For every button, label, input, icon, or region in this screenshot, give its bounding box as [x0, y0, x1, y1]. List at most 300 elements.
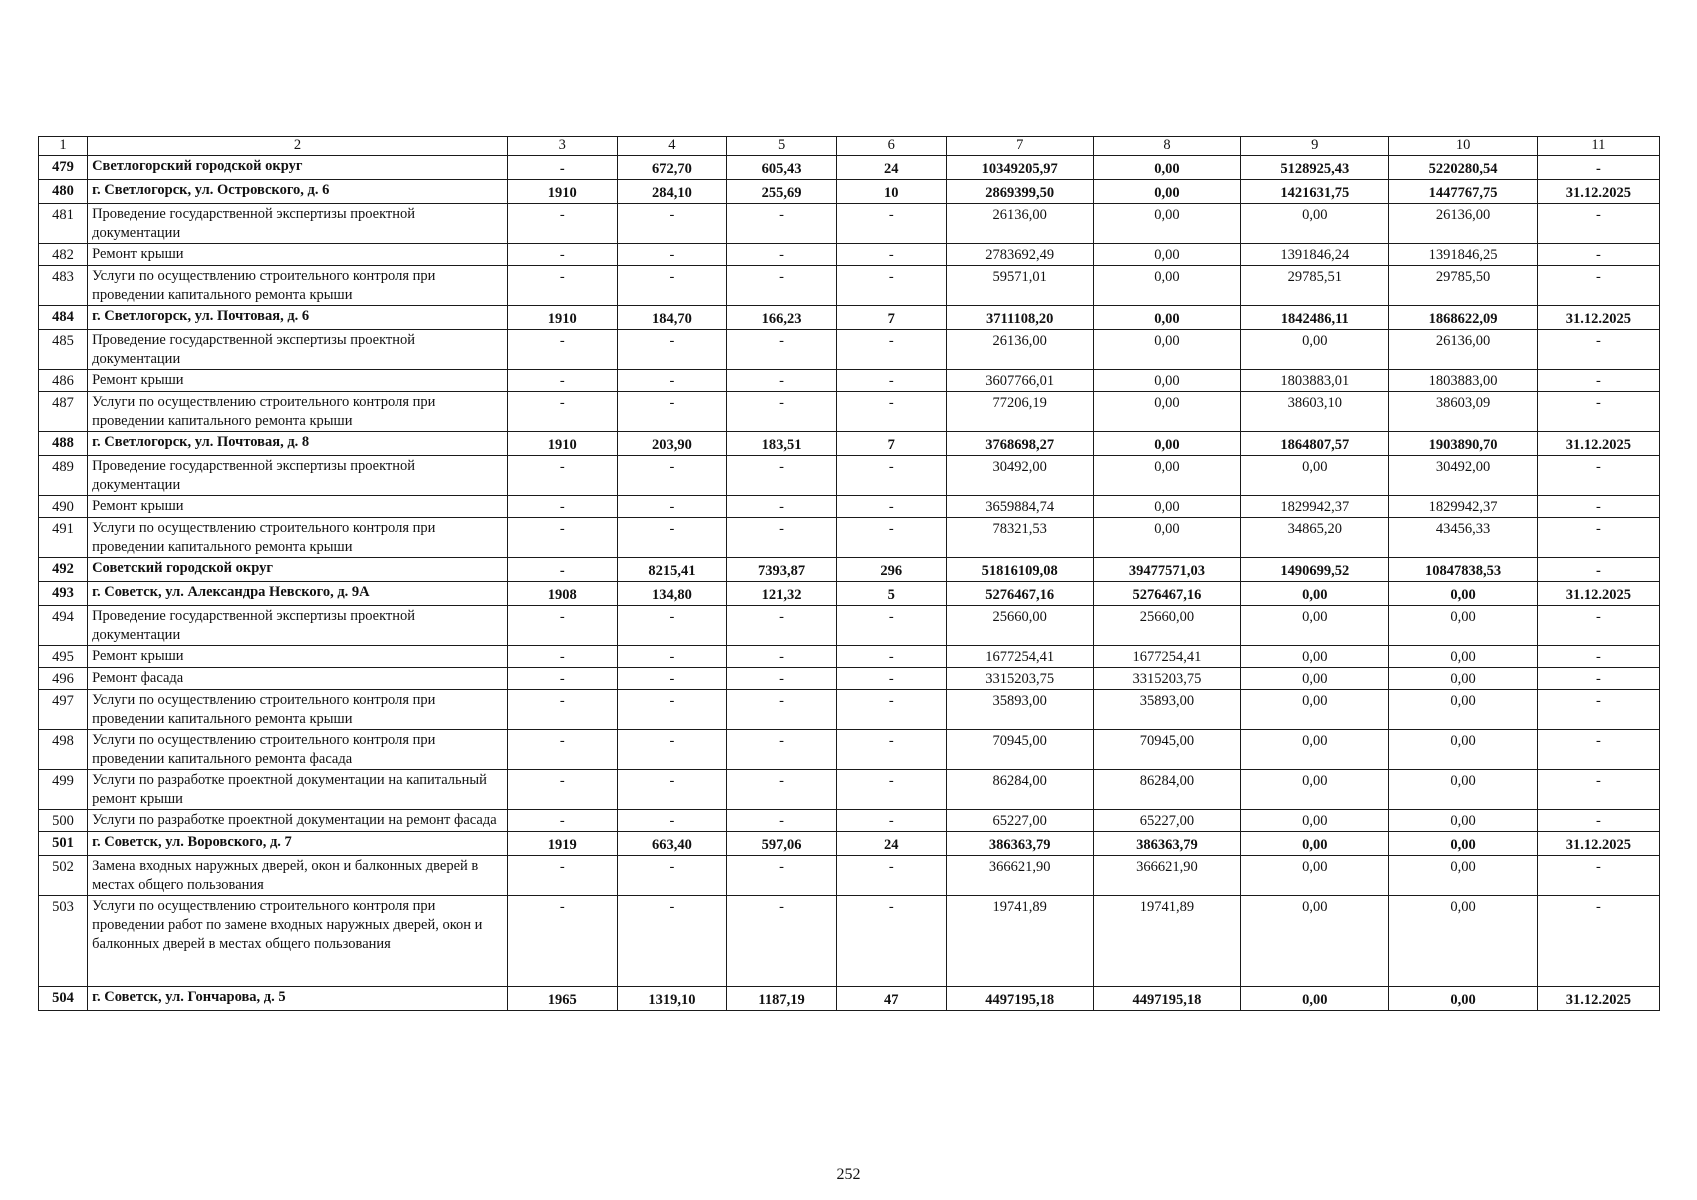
value-cell: 0,00	[1389, 770, 1537, 810]
value-cell: 34865,20	[1241, 518, 1389, 558]
value-cell: -	[727, 896, 837, 987]
value-cell: 31.12.2025	[1537, 832, 1659, 856]
value-cell: -	[507, 856, 617, 896]
value-cell: 7	[836, 306, 946, 330]
value-cell: 1829942,37	[1241, 496, 1389, 518]
value-cell: 4497195,18	[1093, 987, 1240, 1011]
value-cell: -	[836, 770, 946, 810]
value-cell: -	[1537, 810, 1659, 832]
row-number-cell: 495	[39, 646, 88, 668]
value-cell: 0,00	[1093, 456, 1240, 496]
description-cell: г. Советск, ул. Александра Невского, д. 9А	[88, 582, 508, 606]
value-cell: -	[836, 856, 946, 896]
value-cell: -	[836, 668, 946, 690]
value-cell: -	[507, 606, 617, 646]
value-cell: 386363,79	[1093, 832, 1240, 856]
column-number-cell: 7	[946, 137, 1093, 156]
description-cell: Проведение государственной экспертизы проектной документации	[88, 330, 508, 370]
table-row	[39, 832, 1660, 856]
value-cell: -	[617, 668, 727, 690]
description-cell: Светлогорский городской округ	[88, 156, 508, 180]
value-cell: 8215,41	[617, 558, 727, 582]
row-number-cell: 483	[39, 266, 88, 306]
description-cell: г. Советск, ул. Гончарова, д. 5	[88, 987, 508, 1011]
value-cell: 184,70	[617, 306, 727, 330]
column-number-cell: 8	[1093, 137, 1240, 156]
value-cell: 0,00	[1389, 646, 1537, 668]
value-cell: 255,69	[727, 180, 837, 204]
value-cell: 0,00	[1093, 180, 1240, 204]
value-cell: 10349205,97	[946, 156, 1093, 180]
value-cell: 26136,00	[946, 204, 1093, 244]
value-cell: 1803883,00	[1389, 370, 1537, 392]
value-cell: -	[727, 330, 837, 370]
value-cell: 70945,00	[1093, 730, 1240, 770]
value-cell: 0,00	[1093, 204, 1240, 244]
value-cell: 1391846,24	[1241, 244, 1389, 266]
description-cell: Замена входных наружных дверей, окон и балконных дверей в местах общего пользования	[88, 856, 508, 896]
value-cell: 1447767,75	[1389, 180, 1537, 204]
table-row	[39, 392, 1660, 432]
row-number-cell: 484	[39, 306, 88, 330]
value-cell: 0,00	[1093, 244, 1240, 266]
row-number-cell: 493	[39, 582, 88, 606]
row-number-cell: 487	[39, 392, 88, 432]
value-cell: -	[836, 496, 946, 518]
value-cell: -	[617, 330, 727, 370]
value-cell: 1677254,41	[946, 646, 1093, 668]
table-row	[39, 856, 1660, 896]
value-cell: -	[617, 730, 727, 770]
row-number-cell: 503	[39, 896, 88, 987]
value-cell: -	[1537, 646, 1659, 668]
value-cell: 166,23	[727, 306, 837, 330]
value-cell: -	[1537, 668, 1659, 690]
value-cell: 203,90	[617, 432, 727, 456]
column-number-cell: 1	[39, 137, 88, 156]
value-cell: -	[617, 496, 727, 518]
value-cell: -	[617, 690, 727, 730]
table-row	[39, 690, 1660, 730]
column-number-cell: 5	[727, 137, 837, 156]
row-number-cell: 499	[39, 770, 88, 810]
description-cell: Услуги по разработке проектной документации на капитальный ремонт крыши	[88, 770, 508, 810]
value-cell: 121,32	[727, 582, 837, 606]
value-cell: 1421631,75	[1241, 180, 1389, 204]
value-cell: -	[1537, 518, 1659, 558]
value-cell: 86284,00	[1093, 770, 1240, 810]
value-cell: -	[507, 668, 617, 690]
description-cell: г. Светлогорск, ул. Почтовая, д. 6	[88, 306, 508, 330]
value-cell: -	[617, 646, 727, 668]
table-row	[39, 156, 1660, 180]
value-cell: -	[617, 810, 727, 832]
value-cell: 26136,00	[1389, 204, 1537, 244]
value-cell: 29785,50	[1389, 266, 1537, 306]
value-cell: 38603,10	[1241, 392, 1389, 432]
value-cell: 5128925,43	[1241, 156, 1389, 180]
value-cell: 5276467,16	[946, 582, 1093, 606]
value-cell: 19741,89	[946, 896, 1093, 987]
table-row	[39, 432, 1660, 456]
table-body	[39, 137, 1660, 1011]
value-cell: -	[836, 266, 946, 306]
value-cell: 1868622,09	[1389, 306, 1537, 330]
value-cell: 0,00	[1093, 432, 1240, 456]
value-cell: -	[1537, 156, 1659, 180]
value-cell: 30492,00	[1389, 456, 1537, 496]
description-cell: Услуги по осуществлению строительного контроля при проведении работ по замене входных наружных дверей, окон и балконных дверей в местах общего пользования	[88, 896, 508, 987]
value-cell: -	[727, 730, 837, 770]
value-cell: 0,00	[1241, 987, 1389, 1011]
value-cell: -	[1537, 770, 1659, 810]
value-cell: -	[617, 370, 727, 392]
value-cell: 43456,33	[1389, 518, 1537, 558]
value-cell: -	[836, 896, 946, 987]
table-row	[39, 987, 1660, 1011]
value-cell: 0,00	[1241, 646, 1389, 668]
table-row	[39, 518, 1660, 558]
value-cell: 366621,90	[1093, 856, 1240, 896]
value-cell: 1910	[507, 180, 617, 204]
value-cell: 5220280,54	[1389, 156, 1537, 180]
row-number-cell: 502	[39, 856, 88, 896]
value-cell: 31.12.2025	[1537, 582, 1659, 606]
value-cell: -	[836, 370, 946, 392]
value-cell: -	[507, 330, 617, 370]
value-cell: -	[836, 330, 946, 370]
value-cell: 47	[836, 987, 946, 1011]
value-cell: 31.12.2025	[1537, 987, 1659, 1011]
value-cell: 3315203,75	[946, 668, 1093, 690]
value-cell: -	[507, 690, 617, 730]
table-row	[39, 456, 1660, 496]
value-cell: 0,00	[1389, 810, 1537, 832]
value-cell: 24	[836, 156, 946, 180]
value-cell: 31.12.2025	[1537, 432, 1659, 456]
value-cell: 296	[836, 558, 946, 582]
table-row	[39, 244, 1660, 266]
value-cell: -	[727, 770, 837, 810]
value-cell: 0,00	[1093, 330, 1240, 370]
value-cell: 0,00	[1241, 330, 1389, 370]
value-cell: 1908	[507, 582, 617, 606]
value-cell: -	[507, 156, 617, 180]
column-number-header-row	[39, 137, 1660, 156]
value-cell: 78321,53	[946, 518, 1093, 558]
value-cell: 2783692,49	[946, 244, 1093, 266]
column-number-cell: 3	[507, 137, 617, 156]
value-cell: -	[836, 518, 946, 558]
value-cell: 0,00	[1389, 730, 1537, 770]
value-cell: -	[1537, 330, 1659, 370]
value-cell: 3711108,20	[946, 306, 1093, 330]
value-cell: 1677254,41	[1093, 646, 1240, 668]
column-number-cell: 2	[88, 137, 508, 156]
value-cell: -	[836, 810, 946, 832]
row-number-cell: 486	[39, 370, 88, 392]
value-cell: 77206,19	[946, 392, 1093, 432]
table-row	[39, 582, 1660, 606]
value-cell: 0,00	[1241, 204, 1389, 244]
value-cell: 1965	[507, 987, 617, 1011]
value-cell: 0,00	[1093, 266, 1240, 306]
description-cell: Услуги по разработке проектной документации на ремонт фасада	[88, 810, 508, 832]
value-cell: 31.12.2025	[1537, 306, 1659, 330]
value-cell: -	[507, 770, 617, 810]
value-cell: -	[836, 606, 946, 646]
value-cell: -	[617, 606, 727, 646]
row-number-cell: 481	[39, 204, 88, 244]
value-cell: 35893,00	[1093, 690, 1240, 730]
value-cell: 0,00	[1389, 690, 1537, 730]
value-cell: 0,00	[1389, 856, 1537, 896]
value-cell: -	[727, 456, 837, 496]
value-cell: 65227,00	[1093, 810, 1240, 832]
value-cell: 663,40	[617, 832, 727, 856]
value-cell: -	[507, 370, 617, 392]
value-cell: 4497195,18	[946, 987, 1093, 1011]
table-row	[39, 306, 1660, 330]
row-number-cell: 501	[39, 832, 88, 856]
value-cell: 0,00	[1389, 987, 1537, 1011]
description-cell: Проведение государственной экспертизы проектной документации	[88, 456, 508, 496]
table-row	[39, 770, 1660, 810]
table-row	[39, 896, 1660, 987]
description-cell: Ремонт крыши	[88, 370, 508, 392]
value-cell: 38603,09	[1389, 392, 1537, 432]
value-cell: -	[1537, 896, 1659, 987]
value-cell: 86284,00	[946, 770, 1093, 810]
value-cell: -	[617, 770, 727, 810]
value-cell: -	[617, 266, 727, 306]
value-cell: -	[727, 370, 837, 392]
value-cell: 1910	[507, 432, 617, 456]
description-cell: г. Светлогорск, ул. Почтовая, д. 8	[88, 432, 508, 456]
value-cell: -	[617, 856, 727, 896]
description-cell: Услуги по осуществлению строительного контроля при проведении капитального ремонта крыши	[88, 518, 508, 558]
row-number-cell: 494	[39, 606, 88, 646]
row-number-cell: 482	[39, 244, 88, 266]
value-cell: 24	[836, 832, 946, 856]
row-number-cell: 491	[39, 518, 88, 558]
description-cell: Услуги по осуществлению строительного контроля при проведении капитального ремонта крыши	[88, 266, 508, 306]
value-cell: -	[1537, 558, 1659, 582]
value-cell: 3659884,74	[946, 496, 1093, 518]
value-cell: -	[1537, 690, 1659, 730]
value-cell: 10	[836, 180, 946, 204]
value-cell: -	[1537, 370, 1659, 392]
value-cell: -	[507, 244, 617, 266]
value-cell: -	[727, 518, 837, 558]
row-number-cell: 492	[39, 558, 88, 582]
value-cell: 1910	[507, 306, 617, 330]
value-cell: 7	[836, 432, 946, 456]
value-cell: -	[507, 518, 617, 558]
description-cell: Ремонт крыши	[88, 646, 508, 668]
row-number-cell: 489	[39, 456, 88, 496]
value-cell: -	[1537, 244, 1659, 266]
description-cell: Ремонт крыши	[88, 244, 508, 266]
value-cell: 0,00	[1093, 156, 1240, 180]
value-cell: -	[727, 204, 837, 244]
value-cell: 1919	[507, 832, 617, 856]
description-cell: Проведение государственной экспертизы проектной документации	[88, 606, 508, 646]
value-cell: 19741,89	[1093, 896, 1240, 987]
value-cell: 0,00	[1241, 856, 1389, 896]
table-row	[39, 204, 1660, 244]
row-number-cell: 496	[39, 668, 88, 690]
value-cell: -	[617, 896, 727, 987]
value-cell: 1903890,70	[1389, 432, 1537, 456]
value-cell: 1490699,52	[1241, 558, 1389, 582]
value-cell: 65227,00	[946, 810, 1093, 832]
value-cell: 0,00	[1241, 690, 1389, 730]
value-cell: -	[507, 896, 617, 987]
value-cell: -	[727, 244, 837, 266]
value-cell: 0,00	[1241, 606, 1389, 646]
value-cell: 25660,00	[946, 606, 1093, 646]
value-cell: -	[836, 730, 946, 770]
table-row	[39, 646, 1660, 668]
value-cell: -	[617, 244, 727, 266]
value-cell: -	[507, 646, 617, 668]
description-cell: Ремонт крыши	[88, 496, 508, 518]
value-cell: 0,00	[1241, 832, 1389, 856]
row-number-cell: 504	[39, 987, 88, 1011]
description-cell: г. Светлогорск, ул. Островского, д. 6	[88, 180, 508, 204]
value-cell: 3768698,27	[946, 432, 1093, 456]
description-cell: Услуги по осуществлению строительного контроля при проведении капитального ремонта крыши	[88, 690, 508, 730]
page-number: 252	[836, 1166, 861, 1183]
value-cell: -	[836, 646, 946, 668]
description-cell: Ремонт фасада	[88, 668, 508, 690]
row-number-cell: 497	[39, 690, 88, 730]
value-cell: -	[727, 810, 837, 832]
value-cell: 26136,00	[1389, 330, 1537, 370]
value-cell: -	[1537, 730, 1659, 770]
value-cell: 0,00	[1093, 518, 1240, 558]
column-number-cell: 6	[836, 137, 946, 156]
value-cell: -	[1537, 856, 1659, 896]
data-table	[38, 136, 1660, 1011]
value-cell: 183,51	[727, 432, 837, 456]
value-cell: -	[507, 810, 617, 832]
column-number-cell: 4	[617, 137, 727, 156]
value-cell: 0,00	[1241, 582, 1389, 606]
value-cell: 70945,00	[946, 730, 1093, 770]
value-cell: -	[727, 668, 837, 690]
table-row	[39, 810, 1660, 832]
value-cell: -	[1537, 496, 1659, 518]
value-cell: -	[507, 266, 617, 306]
value-cell: 1803883,01	[1241, 370, 1389, 392]
row-number-cell: 485	[39, 330, 88, 370]
value-cell: -	[836, 456, 946, 496]
value-cell: 3315203,75	[1093, 668, 1240, 690]
column-number-cell: 9	[1241, 137, 1389, 156]
value-cell: 0,00	[1389, 668, 1537, 690]
value-cell: -	[1537, 266, 1659, 306]
value-cell: -	[507, 392, 617, 432]
value-cell: -	[617, 204, 727, 244]
value-cell: 0,00	[1241, 896, 1389, 987]
value-cell: -	[727, 496, 837, 518]
value-cell: -	[617, 392, 727, 432]
value-cell: -	[507, 558, 617, 582]
table-row	[39, 668, 1660, 690]
row-number-cell: 498	[39, 730, 88, 770]
value-cell: -	[727, 690, 837, 730]
row-number-cell: 480	[39, 180, 88, 204]
description-cell: Услуги по осуществлению строительного контроля при проведении капитального ремонта крыши	[88, 392, 508, 432]
value-cell: 0,00	[1093, 306, 1240, 330]
value-cell: 366621,90	[946, 856, 1093, 896]
value-cell: 1391846,25	[1389, 244, 1537, 266]
value-cell: -	[836, 204, 946, 244]
value-cell: -	[727, 392, 837, 432]
value-cell: 25660,00	[1093, 606, 1240, 646]
row-number-cell: 490	[39, 496, 88, 518]
table-row	[39, 370, 1660, 392]
row-number-cell: 500	[39, 810, 88, 832]
value-cell: 597,06	[727, 832, 837, 856]
value-cell: -	[507, 496, 617, 518]
value-cell: -	[1537, 204, 1659, 244]
value-cell: -	[507, 456, 617, 496]
value-cell: 10847838,53	[1389, 558, 1537, 582]
description-cell: г. Советск, ул. Воровского, д. 7	[88, 832, 508, 856]
description-cell: Советский городской округ	[88, 558, 508, 582]
value-cell: 0,00	[1241, 668, 1389, 690]
row-number-cell: 488	[39, 432, 88, 456]
value-cell: 5	[836, 582, 946, 606]
value-cell: -	[617, 456, 727, 496]
value-cell: -	[727, 856, 837, 896]
value-cell: 1187,19	[727, 987, 837, 1011]
value-cell: 0,00	[1241, 770, 1389, 810]
value-cell: 0,00	[1241, 456, 1389, 496]
table-row	[39, 496, 1660, 518]
description-cell: Проведение государственной экспертизы проектной документации	[88, 204, 508, 244]
value-cell: 35893,00	[946, 690, 1093, 730]
value-cell: 0,00	[1389, 832, 1537, 856]
value-cell: 1842486,11	[1241, 306, 1389, 330]
value-cell: 7393,87	[727, 558, 837, 582]
table-row	[39, 606, 1660, 646]
value-cell: 51816109,08	[946, 558, 1093, 582]
value-cell: 0,00	[1241, 810, 1389, 832]
table-row	[39, 266, 1660, 306]
description-cell: Услуги по осуществлению строительного контроля при проведении капитального ремонта фасада	[88, 730, 508, 770]
row-number-cell: 479	[39, 156, 88, 180]
value-cell: -	[1537, 606, 1659, 646]
value-cell: -	[507, 204, 617, 244]
value-cell: -	[507, 730, 617, 770]
value-cell: -	[727, 606, 837, 646]
value-cell: 2869399,50	[946, 180, 1093, 204]
value-cell: -	[836, 690, 946, 730]
value-cell: -	[617, 518, 727, 558]
value-cell: 0,00	[1389, 582, 1537, 606]
value-cell: 5276467,16	[1093, 582, 1240, 606]
table-row	[39, 558, 1660, 582]
value-cell: 134,80	[617, 582, 727, 606]
value-cell: -	[1537, 392, 1659, 432]
column-number-cell: 11	[1537, 137, 1659, 156]
value-cell: 1829942,37	[1389, 496, 1537, 518]
table-row	[39, 180, 1660, 204]
